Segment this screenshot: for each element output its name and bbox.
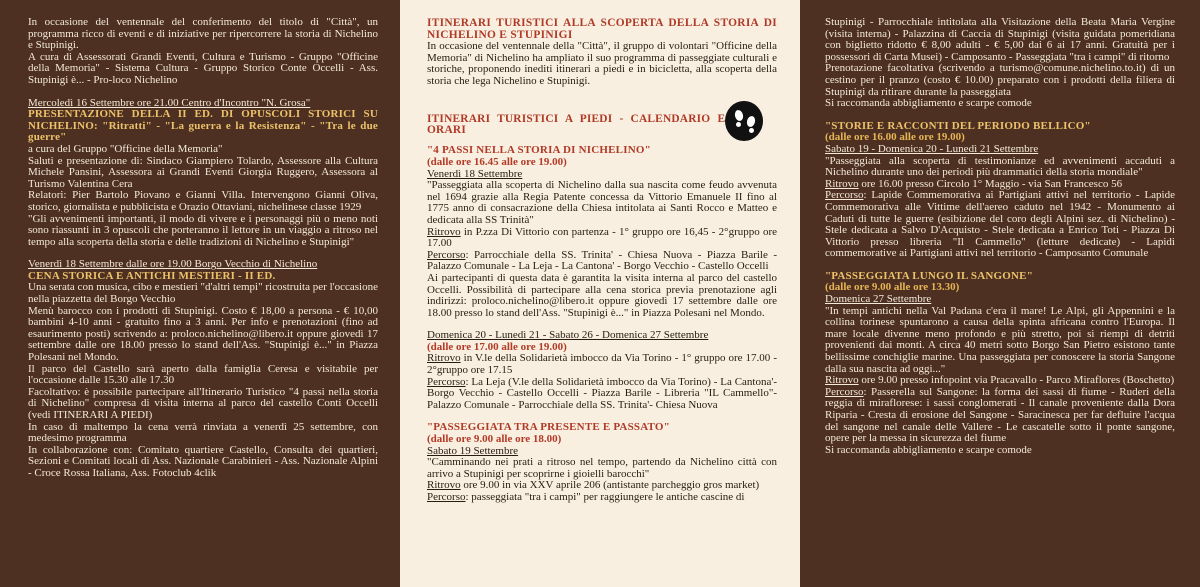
it4-ritrovo: Ritrovo ore 16.00 presso Circolo 1° Maggio - via San Francesco 56 [825,177,1123,190]
it2-time: (dalle ore 17.00 alle ore 19.00) [427,340,567,353]
event2-p2: Menù barocco con i prodotti di Stupinigi. Costo € 18,00 a persona - € 10,00 bambini 4-10 anni - gratuito fino a 3 anni. Per info e prenotazioni (fino ad esaurimento posti) scrivendo a: proloco.nichelino@libero.it oppure giovedì 17 settembre dalle ore 18.00 presso lo stand dell'Ass. "Stupinigi è..." in Piazza Polesani nel Mondo. [28,304,378,364]
itinerari-title: ITINERARI TURISTICI ALLA SCOPERTA DELLA STORIA DI NICHELINO E STUPINIGI [427,17,777,41]
event2-p3: Il parco del Castello sarà aperto dalla famiglia Ceresa e visitabile per l'occasione dalle 15.30 alle 17.30 [28,362,378,387]
calendar-header [427,109,777,141]
it1-title: "4 PASSI NELLA STORIA DI NICHELINO" [427,144,651,157]
it2-ritrovo: Ritrovo in V.le della Solidarietà imbocco da Via Torino - 1° gruppo ore 17.00 - 2°gruppo ore 17.15 [427,352,777,377]
event2-p1: Una serata con musica, cibo e mestieri "d'altri tempi" ricostruita per l'occasione nella piazzetta del Borgo Vecchio [28,281,378,306]
it1-desc: "Passeggiata alla scoperta di Nichelino dalla sua nascita come feudo avvenuta nel 1694 grazie alla Regia Patente concessa da Vittorio Emanuele II fino al 1775 anno di consacrazione della Chiesa intitolata ai Santi Rocco e Matteo e dedicata alla SS Trinità" [427,179,777,226]
it3-raccomandazione: Si raccomanda abbigliamento e scarpe comode [825,97,1032,110]
event1-title: PRESENTAZIONE DELLA II ED. DI OPUSCOLI STORICI SU NICHELINO: "Ritratti" - "La guerra e la Resistenza" - "Tra le due guerre" [28,108,378,144]
it4-date: Sabato 19 - Domenica 20 - Lunedì 21 Settembre [825,142,1039,155]
it3-ritrovo: Ritrovo ore 9.00 in via XXV aprile 206 (antistante parcheggio gros market) [427,479,760,492]
it1-ritrovo: Ritrovo in P.zza Di Vittorio con partenza - 1° gruppo ore 16,45 - 2°gruppo ore 17.00 [427,225,777,250]
it5-raccomandazione: Si raccomanda abbigliamento e scarpe comode [825,443,1032,456]
it3-title: "PASSEGGIATA TRA PRESENTE E PASSATO" [427,421,670,434]
it1-time: (dalle ore 16.45 alle ore 19.00) [427,155,567,168]
it4-time: (dalle ore 16.00 alle ore 19.00) [825,131,965,144]
it1-percorso: Percorso: Parrocchiale della SS. Trinita' - Chiesa Nuova - Piazza Barile - Palazzo Comunale - La Leja - La Cantona' - Borgo Vecchio - Castello Occelli [427,248,777,273]
event2-p4: Facoltativo: è possibile partecipare all'Itinerario Turistico "4 passi nella storia di Nichelino" compresa di visita interna al parco del castello Conti Occelli (vedi ITINERARI A PIEDI) [28,385,378,421]
it5-percorso: Percorso: Passerella sul Sangone: la forma dei sassi di fiume - Ruderi della reggia di miraflorese: i sassi conglomerati - Il canale proveniente dalla Dora Riparia - Cresta di erosione del Sangone - Saracinesca per far defluire l'acqua del sangone nel canale delle Vallere - Le cascatelle sotto il ponte sangone, opere per la messa in sicurezza del fiume [825,385,1175,445]
it3-prenotazione: Prenotazione facoltativa (scrivendo a turismo@comune.nichelino.to.it) di un cestino per il pranzo (costo € 10.00) preparato con i prodotti della filiera di Stupinigi da ritirare durante la passeggiata [825,62,1175,98]
footprints-icon [725,101,763,141]
it4-desc: "Passeggiata alla scoperta di testimonianze ed avvenimenti accaduti a Nichelino durante uno dei periodi più drammatici della storia mondiale" [825,154,1175,179]
calendar-title: ITINERARI TURISTICI A PIEDI - CALENDARIO E ORARI [427,112,726,137]
column-middle [400,0,800,587]
it5-date: Domenica 27 Settembre [825,293,932,306]
intro-text: In occasione del ventennale del conferimento del titolo di "Città", un programma ricco di eventi e di iniziative per ripercorrere la storia di Nichelino e Stupinigi. [28,16,378,52]
event1-date: Mercoledì 16 Settembre ore 21.00 Centro d'Incontro "N. Grosa" [28,96,311,109]
event2-title: CENA STORICA E ANTICHI MESTIERI - II ED. [28,269,276,282]
event2-p5: In caso di maltempo la cena verrà rinviata a venerdì 25 settembre, con medesimo programma [28,420,378,445]
it4-title: "STORIE E RACCONTI DEL PERIODO BELLICO" [825,119,1091,132]
event1-cura: a cura del Gruppo "Officine della Memoria" [28,142,223,155]
it3-continued: Stupinigi - Parrocchiale intitolata alla Visitazione della Beata Maria Vergine (visita interna) - Palazzina di Caccia di Stupinigi (visita guidata pomeridiana con biglietto ridotto € 8,00 adulti - € 5,00 dai 6 ai 17 anni. Gratuità per i possessori di Carta Musei) - Camposanto - Passeggiata "tra i campi" di ritorno [825,16,1175,63]
it3-date: Sabato 19 Settembre [427,444,519,457]
it3-desc: "Camminando nei prati a ritroso nel tempo, partendo da Nichelino città con arrivo a Stupinigi per scoprirne i gioielli barocchi" [427,456,777,480]
it5-ritrovo: Ritrovo ore 9.00 presso infopoint via Pracavallo - Parco Miraflores (Boschetto) [825,374,1175,387]
it5-desc: "In tempi antichi nella Val Padana c'era il mare! Le Alpi, gli Appennini e la collina torinese spuntarono a causa della spinta africana contro l'Europa. Il mare locale divenne meno profondo e più stretto, poi si riempì di detriti provenienti dai monti. A circa 40 metri sotto Borgo San Pietro esistono tante bellissime conchiglie marine. Una passeggiata per conoscere la storia Sangone dalla sua nascita ad oggi..." [825,304,1175,375]
it1-note: Ai partecipanti di questa data è garantita la visita interna al parco del castello Occelli. Possibilità di partecipare alla cena storica previa prenotazione agli indirizzi: proloco.nichelino@libero.it oppure giovedì 17 settembre dalle ore 18.00 presso lo stand dell'Ass. "Stupinigi è..." in Piazza Polesani nel Mondo. [427,271,777,319]
itinerari-intro: In occasione del ventennale della "Città", il gruppo di volontari "Officine della Memoria" di Nichelino ha ampliato il suo programma di passeggiate culturali e storiche, proponendo inediti itinerari a piedi e in bicicletta, alla scoperta della storia che lega Nichelino e Stupinigi. [427,40,777,87]
event2-p6: In collaborazione con: Comitato quartiere Castello, Consulta dei quartieri, Sezioni e Comitati locali di Ass. Nazionale Carabinieri - Ass. Nazionale Alpini - Croce Rossa Italiana, Ass. Fotoclub 4clik [28,443,378,479]
it3-percorso: Percorso: passeggiata "tra i campi" per raggiungere le antiche cascine di [427,491,745,503]
organizers-text: A cura di Assessorati Grandi Eventi, Cultura e Turismo - Gruppo "Officine della Memoria" - Sistema Cultura - Gruppo Storico Conte Occelli - Ass. Stupinigi è... - Pro-loco Nichelino [28,50,378,86]
it3-time: (dalle ore 9.00 alle ore 18.00) [427,433,562,446]
event1-desc: "Gli avvenimenti importanti, il modo di vivere e i personaggi più o meno noti sono riassunti in 3 opuscoli che porteranno il lettore in un viaggio a ritroso nel tempo alla scoperta della storia e delle tradizioni di Nichelino e Stupinigi" [28,212,378,248]
it5-title: "PASSEGGIATA LUNGO IL SANGONE" [825,269,1034,282]
it1-date: Venerdì 18 Settembre [427,167,523,180]
event2-date: Venerdì 18 Settembre dalle ore 19.00 Borgo Vecchio di Nichelino [28,258,318,271]
event1-saluti: Saluti e presentazione di: Sindaco Giampiero Tolardo, Assessore alla Cultura Michele Pansini, Assessora ai Grandi Eventi Giorgia Ruggero, Assessora al Turismo Valentina Cera [28,154,378,190]
it5-time: (dalle ore 9.00 alle ore 13.30) [825,281,960,294]
column-left [0,0,400,587]
it2-date: Domenica 20 - Lunedì 21 - Sabato 26 - Domenica 27 Settembre [427,329,709,342]
it2-percorso: Percorso: La Leja (V.le della Solidarietà imbocco da Via Torino) - La Cantona'- Borgo Vecchio - Castello Occelli - Piazza Barile - Libreria "IL Cammello"- Palazzo Comunale - Parrocchiale della SS. Trinita'- Chiesa Nuova [427,375,777,411]
column-right [800,0,1200,587]
event1-relatori: Relatori: Pier Bartolo Piovano e Gianni Villa. Intervengono Gianni Oliva, storico, giornalista e pubblicista e Orazio Ottaviani, nichelinese classe 1929 [28,189,378,213]
it4-percorso: Percorso: Lapide Commemorativa ai Partigiani attivi nel territorio - Lapide Commemorativa alle Vittime dell'aereo caduto nel 1942 - Monumento ai Caduti di tutte le guerre (esibizione del coro degli Alpini sez. di Nichelino) - Stele dedicata a Salvo D'Acquisto - Stele dedicata a Enrico Toti - Piazza Di Vittorio presso libreria "Il Cammello" (letture dedicate) - Lapidi commemorative ai Partigiani attivi nel territorio - Camposanto Comunale [825,189,1175,260]
